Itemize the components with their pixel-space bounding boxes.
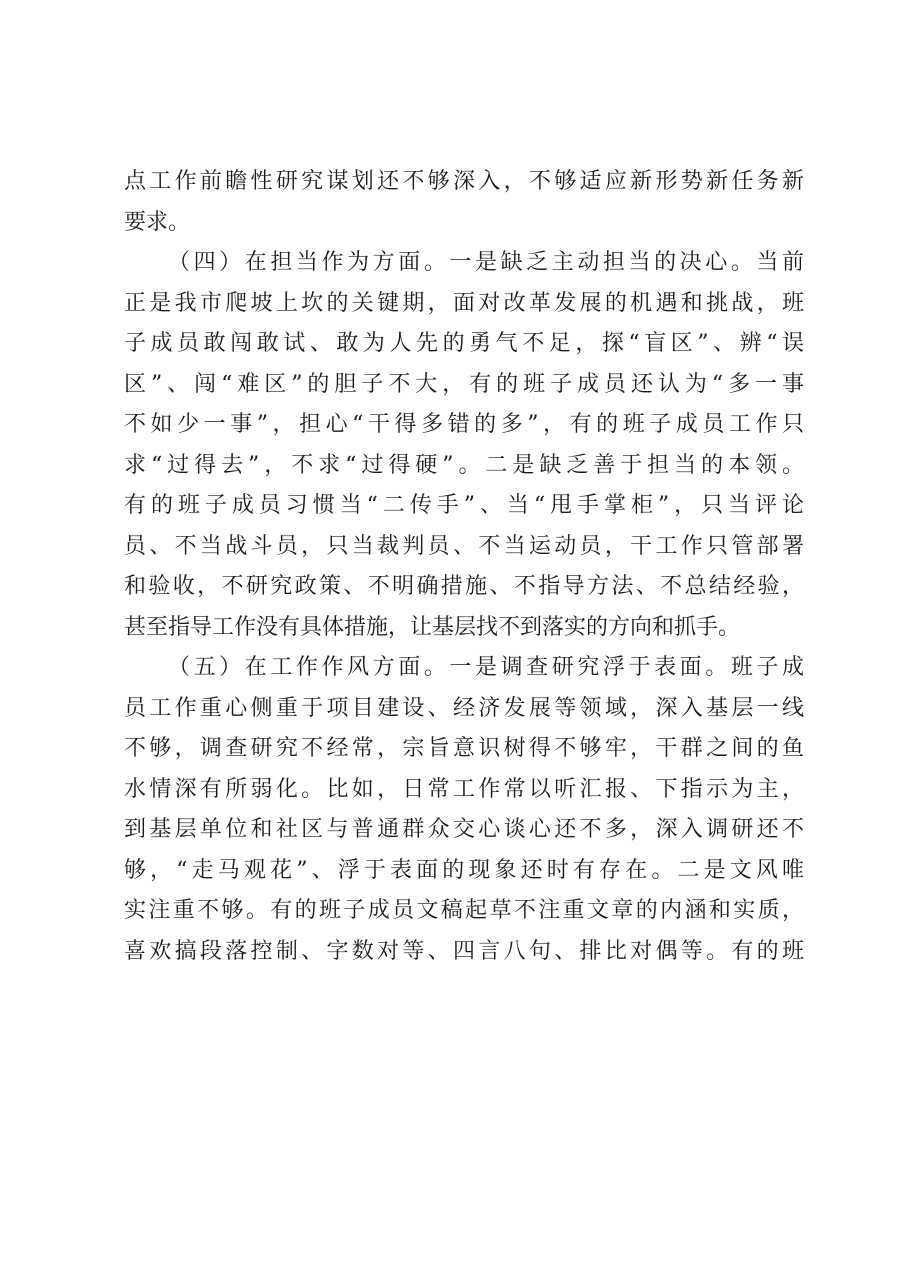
- text-line: 够，“走马观花”、浮于表面的现象还时有存在。二是文风唯: [124, 857, 804, 883]
- text-line: 不够，调查研究不经常，宗旨意识树得不够牢，干群之间的鱼: [124, 736, 804, 761]
- text-line: 员工作重心侧重于项目建设、经济发展等领域，深入基层一线: [124, 695, 804, 721]
- text-line: 实注重不够。有的班子成员文稿起草不注重文章的内涵和实质，: [124, 898, 804, 923]
- text-line: 甚至指导工作没有具体措施，让基层找不到落实的方向和抓手。: [124, 614, 741, 640]
- text-line: 和验收，不研究政策、不明确措施、不指导方法、不总结经验，: [124, 574, 804, 599]
- section-heading-line: （四）在担当作为方面。一是缺乏主动担当的决心。当前: [168, 250, 804, 275]
- text-line: 区”、闯“难区”的胆子不大，有的班子成员还认为“多一事: [124, 371, 804, 397]
- text-line: 有的班子成员习惯当“二传手”、当“甩手掌柜”，只当评论: [124, 493, 804, 518]
- section-heading-line: （五）在工作作风方面。一是调查研究浮于表面。班子成: [168, 655, 804, 680]
- text-line: 不如少一事”，担心“干得多错的多”，有的班子成员工作只: [124, 412, 804, 437]
- body-text: [124, 162, 804, 972]
- text-line: 到基层单位和社区与普通群众交心谈心还不多，深入调研还不: [124, 817, 804, 842]
- text-line: 子成员敢闯敢试、敢为人先的勇气不足，探“盲区”、辨“误: [124, 331, 804, 356]
- text-line: 求“过得去”，不求“过得硬”。二是缺乏善于担当的本领。: [124, 452, 804, 478]
- text-line: 点工作前瞻性研究谋划还不够深入，不够适应新形势新任务新: [124, 169, 804, 194]
- text-line: 员、不当战斗员，只当裁判员、不当运动员，干工作只管部署: [124, 533, 804, 559]
- text-line: 要求。: [124, 209, 191, 235]
- text-line: 水情深有所弱化。比如，日常工作常以听汇报、下指示为主，: [124, 776, 804, 802]
- text-line: 喜欢搞段落控制、字数对等、四言八句、排比对偶等。有的班: [124, 938, 804, 964]
- text-line: 正是我市爬坡上坎的关键期，面对改革发展的机遇和挑战，班: [124, 290, 804, 316]
